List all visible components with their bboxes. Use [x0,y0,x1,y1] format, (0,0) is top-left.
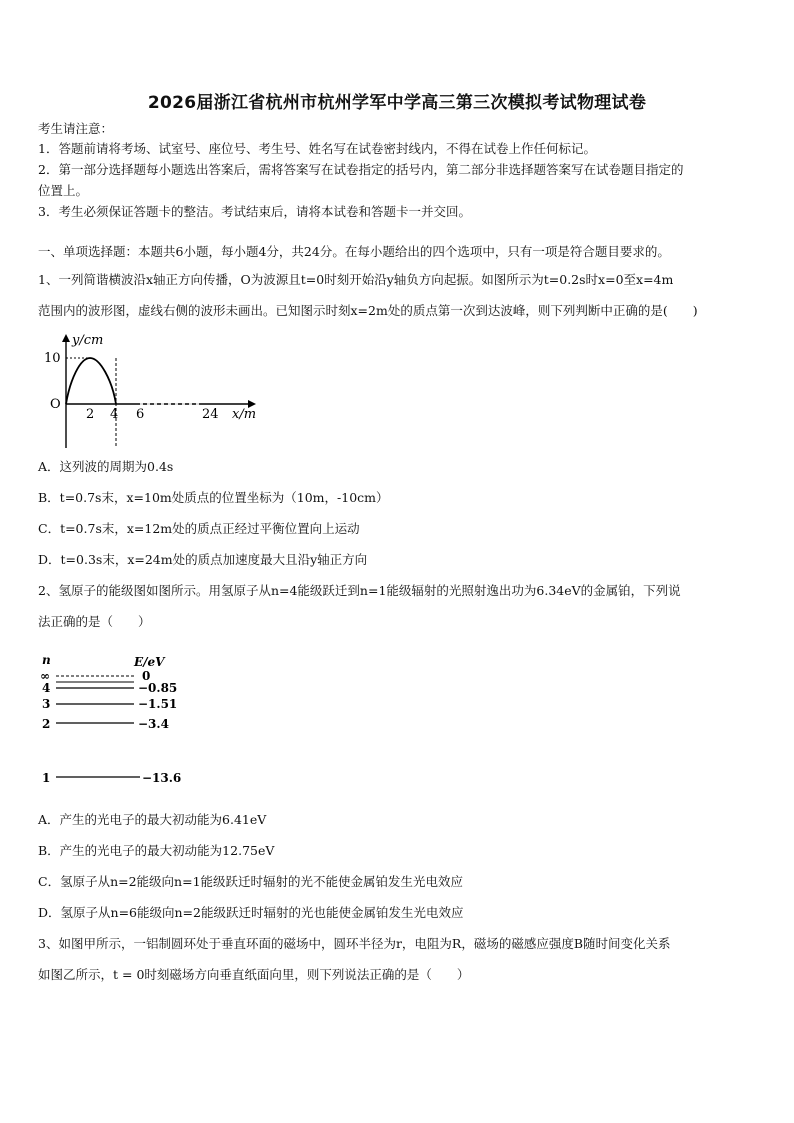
y-tick-label: 10 [44,351,61,366]
notice-item: 3．考生必须保证答题卡的整洁。考试结束后，请将本试卷和答题卡一并交回。 [38,204,471,219]
level-energy: −3.4 [138,717,169,731]
page-title: 2026届浙江省杭州市杭州学军中学高三第三次模拟考试物理试卷 [147,93,647,113]
level-n: 3 [42,697,51,711]
q1-option-b: B．t=0.7s末，x=10m处质点的位置坐标为（10m，-10cm） [38,490,389,505]
wave-graph [40,330,270,450]
q1-option-c: C．t=0.7s末，x=12m处的质点正经过平衡位置向上运动 [38,521,360,536]
x-tick-label: 4 [110,407,119,422]
q2-option-b: B．产生的光电子的最大初动能为12.75eV [38,843,275,858]
level-energy: −1.51 [138,697,178,711]
level-n: 1 [42,771,51,785]
x-axis-label: x/m [232,407,257,422]
level-n: 4 [42,681,51,695]
question-2-stem: 2、氢原子的能级图如图所示。用氢原子从n=4能级跃迁到n=1能级辐射的光照射逸出功为6.34eV的金属铂，下列说 [38,583,681,598]
level-n: 2 [42,717,51,731]
section-heading: 一、单项选择题：本题共6小题，每小题4分，共24分。在每小题给出的四个选项中，只有一项是符合题目要求的。 [38,244,670,259]
question-1-stem: 1、一列简谐横波沿x轴正方向传播，O为波源且t=0时刻开始沿y轴负方向起振。如图所示为t=0.2s时x=0至x=4m [38,272,674,287]
q2-option-d: D．氢原子从n=6能级向n=2能级跃迁时辐射的光也能使金属铂发生光电效应 [38,905,464,920]
question-3-stem: 如图乙所示，t = 0时刻磁场方向垂直纸面向里，则下列说法正确的是（ ） [38,967,470,982]
y-axis-label: y/cm [72,333,104,348]
origin-label: O [50,397,61,412]
notice-item: 2．第一部分选择题每小题选出答案后，需将答案写在试卷指定的括号内，第二部分非选择题答案写在试卷题目指定的 [38,162,684,177]
level-energy: −13.6 [142,771,182,785]
energy-level-diagram [38,652,198,792]
question-1-stem: 范围内的波形图，虚线右侧的波形未画出。已知图示时刻x=2m处的质点第一次到达波峰，则下列判断中正确的是( ) [38,303,698,318]
question-2-stem: 法正确的是（ ） [38,614,151,629]
level-n: ∞ [40,669,50,683]
q1-option-a: A．这列波的周期为0.4s [38,459,174,474]
notice-heading: 考生请注意： [38,121,114,136]
q1-option-d: D．t=0.3s末，x=24m处的质点加速度最大且沿y轴正方向 [38,552,368,567]
q2-option-a: A．产生的光电子的最大初动能为6.41eV [38,812,267,827]
level-energy: 0 [142,669,151,683]
n-header: n [42,653,51,667]
x-tick-label: 6 [136,407,145,422]
notice-item: 1．答题前请将考场、试室号、座位号、考生号、姓名写在试卷密封线内，不得在试卷上作任何标记。 [38,141,596,156]
q2-option-c: C．氢原子从n=2能级向n=1能级跃迁时辐射的光不能使金属铂发生光电效应 [38,874,464,889]
energy-header: E/eV [134,655,165,669]
question-3-stem: 3、如图甲所示，一铝制圆环处于垂直环面的磁场中，圆环半径为r，电阻为R，磁场的磁感应强度B随时间变化关系 [38,936,671,951]
x-tick-label: 24 [202,407,219,422]
notice-item: 位置上。 [38,183,89,198]
level-energy: −0.85 [138,681,178,695]
x-tick-label: 2 [86,407,95,422]
